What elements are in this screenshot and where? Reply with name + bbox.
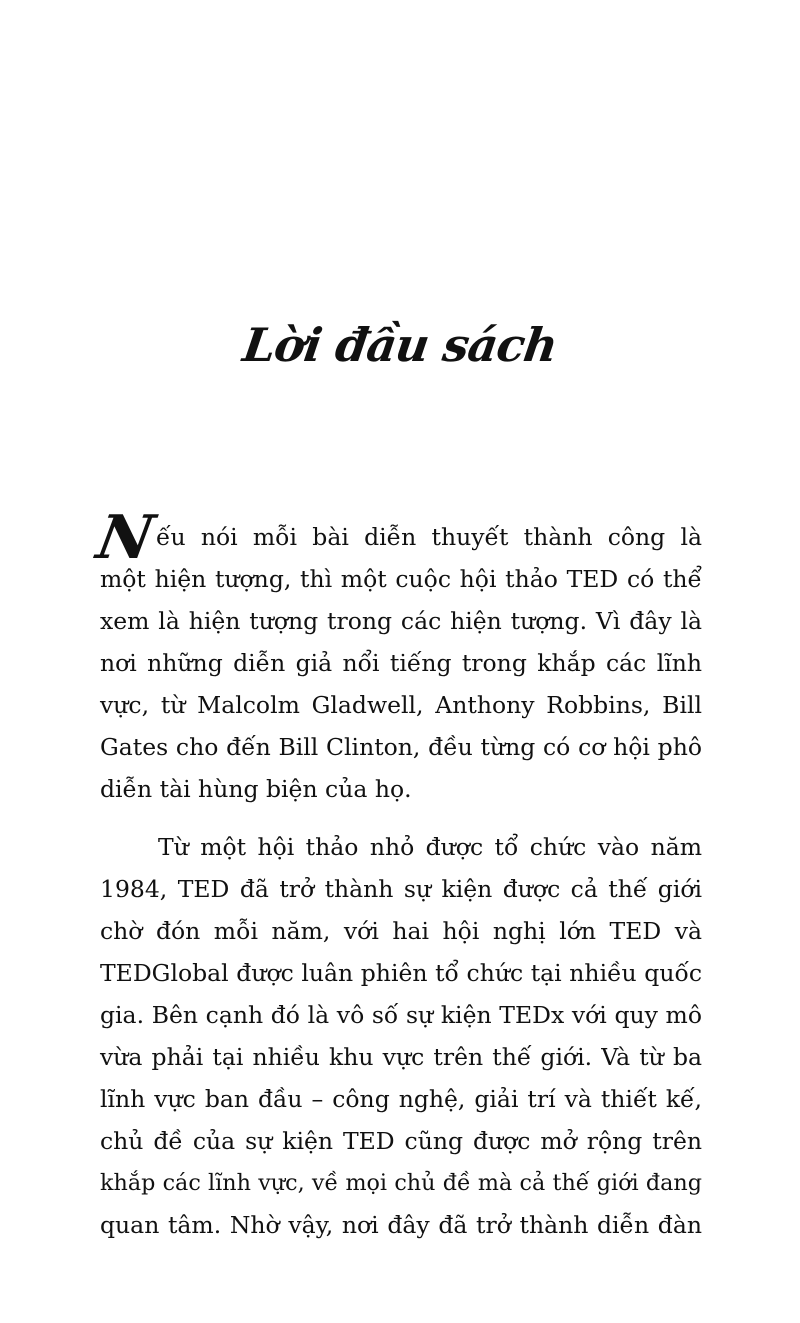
text-line: xem là hiện tượng trong các hiện tượng. Vì đây là	[100, 607, 702, 635]
text-line: nơi những diễn giả nổi tiếng trong khắp các lĩnh	[100, 649, 702, 677]
text-line: chờ đón mỗi năm, với hai hội nghị lớn TED và	[100, 917, 702, 945]
body-text	[91, 503, 702, 1246]
paragraph-1	[91, 503, 702, 810]
paragraph-2	[100, 826, 702, 1246]
text-line: vừa phải tại nhiều khu vực trên thế giới. Và từ ba	[100, 1043, 702, 1071]
text-line: lĩnh vực ban đầu – công nghệ, giải trí và thiết kế,	[100, 1085, 702, 1113]
text-line: gia. Bên cạnh đó là vô số sự kiện TEDx với quy mô	[100, 1001, 702, 1029]
text-line: 1984, TED đã trở thành sự kiện được cả thế giới	[100, 875, 702, 903]
text-line: khắp các lĩnh vực, về mọi chủ đề mà cả thế giới đang	[100, 1170, 702, 1196]
text-line: vực, từ Malcolm Gladwell, Anthony Robbins, Bill	[100, 691, 702, 719]
text-line: một hiện tượng, thì một cuộc hội thảo TED có thể	[100, 565, 702, 593]
drop-cap: N	[91, 503, 160, 573]
text-line: Từ một hội thảo nhỏ được tổ chức vào năm	[158, 833, 702, 861]
text-line: TEDGlobal được luân phiên tổ chức tại nhiều quốc	[100, 959, 702, 987]
text-line: diễn tài hùng biện của họ.	[100, 775, 412, 803]
text-line: chủ đề của sự kiện TED cũng được mở rộng trên	[100, 1127, 702, 1155]
chapter-heading: Lời đầu sách	[239, 318, 561, 372]
text-line: Gates cho đến Bill Clinton, đều từng có cơ hội phô	[100, 733, 702, 761]
text-line: ếu nói mỗi bài diễn thuyết thành công là	[156, 523, 702, 551]
text-line: quan tâm. Nhờ vậy, nơi đây đã trở thành diễn đàn	[100, 1211, 702, 1239]
